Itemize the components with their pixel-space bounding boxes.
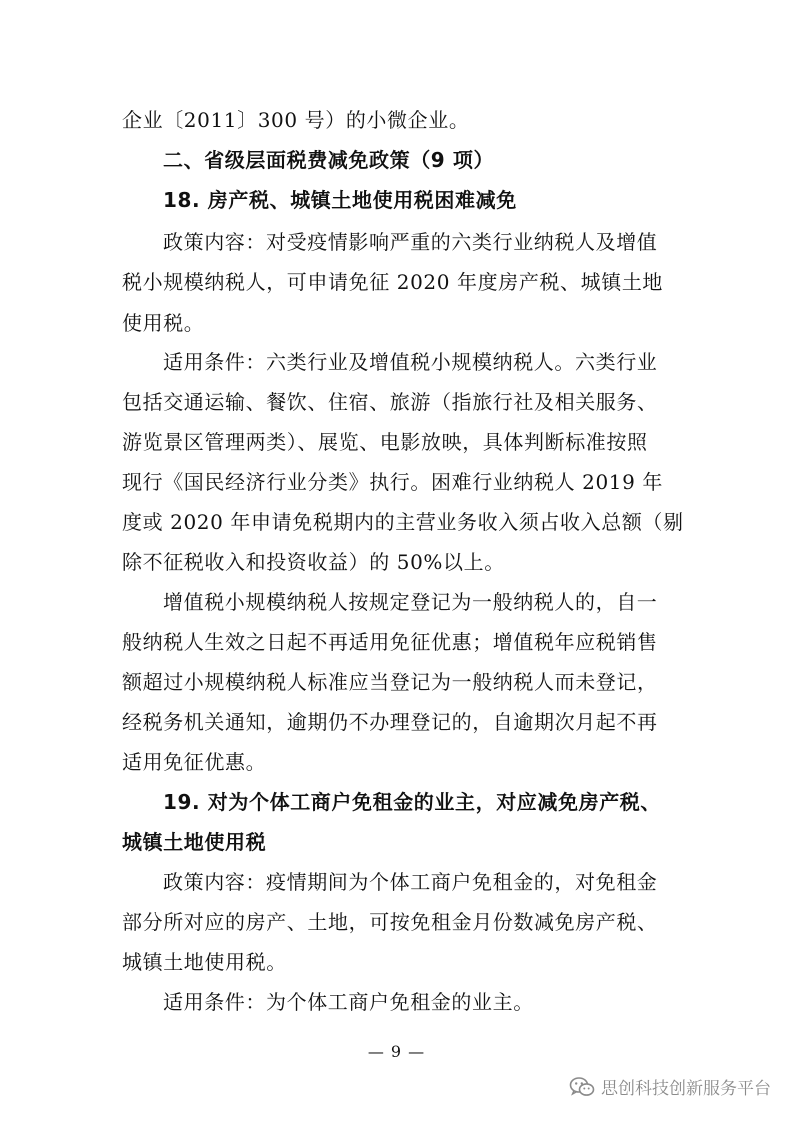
paragraph-line: 部分所对应的房产、土地，可按免租金月份数减免房产税、 [122,910,658,934]
paragraph-line: 适用免征优惠。 [122,750,267,774]
paragraph-line: 适用条件：为个体工商户免租金的业主。 [163,990,534,1014]
paragraph-line: 包括交通运输、餐饮、住宿、旅游（指旅行社及相关服务、 [122,390,658,414]
paragraph-line: 现行《国民经济行业分类》执行。困难行业纳税人 2019 年 [122,470,664,494]
paragraph-line: 适用条件：六类行业及增值税小规模纳税人。六类行业 [163,350,658,374]
paragraph-line: 般纳税人生效之日起不再适用免征优惠；增值税年应税销售 [122,630,658,654]
item-heading: 19. 对为个体工商户免租金的业主，对应减免房产税、 [163,790,661,814]
paragraph-line: 城镇土地使用税。 [122,950,287,974]
paragraph-line: 游览景区管理两类）、展览、电影放映，具体判断标准按照 [122,430,648,454]
watermark-text: 思创科技创新服务平台 [601,1079,771,1099]
wechat-icon [569,1076,595,1098]
watermark [569,1074,771,1099]
paragraph-line: 使用税。 [122,311,205,335]
page-number: — 9 — [367,1042,426,1061]
section-heading: 二、省级层面税费减免政策（9 项） [163,148,495,172]
paragraph-line: 税小规模纳税人，可申请免征 2020 年度房产税、城镇土地 [122,270,664,294]
paragraph-line: 额超过小规模纳税人标准应当登记为一般纳税人而未登记， [122,670,658,694]
item-heading: 18. 房产税、城镇土地使用税困难减免 [163,188,517,212]
paragraph-line: 企业〔2011〕300 号）的小微企业。 [122,108,470,132]
paragraph-line: 经税务机关通知，逾期仍不办理登记的，自逾期次月起不再 [122,710,658,734]
paragraph-line: 政策内容：疫情期间为个体工商户免租金的，对免租金 [163,870,658,894]
paragraph-line: 度或 2020 年申请免税期内的主营业务收入须占收入总额（剔 [122,510,684,534]
item-heading: 城镇土地使用税 [122,830,267,854]
paragraph-line: 政策内容：对受疫情影响严重的六类行业纳税人及增值 [163,230,658,254]
paragraph-line: 增值税小规模纳税人按规定登记为一般纳税人的，自一 [163,590,658,614]
paragraph-line: 除不征税收入和投资收益）的 50%以上。 [122,550,505,574]
